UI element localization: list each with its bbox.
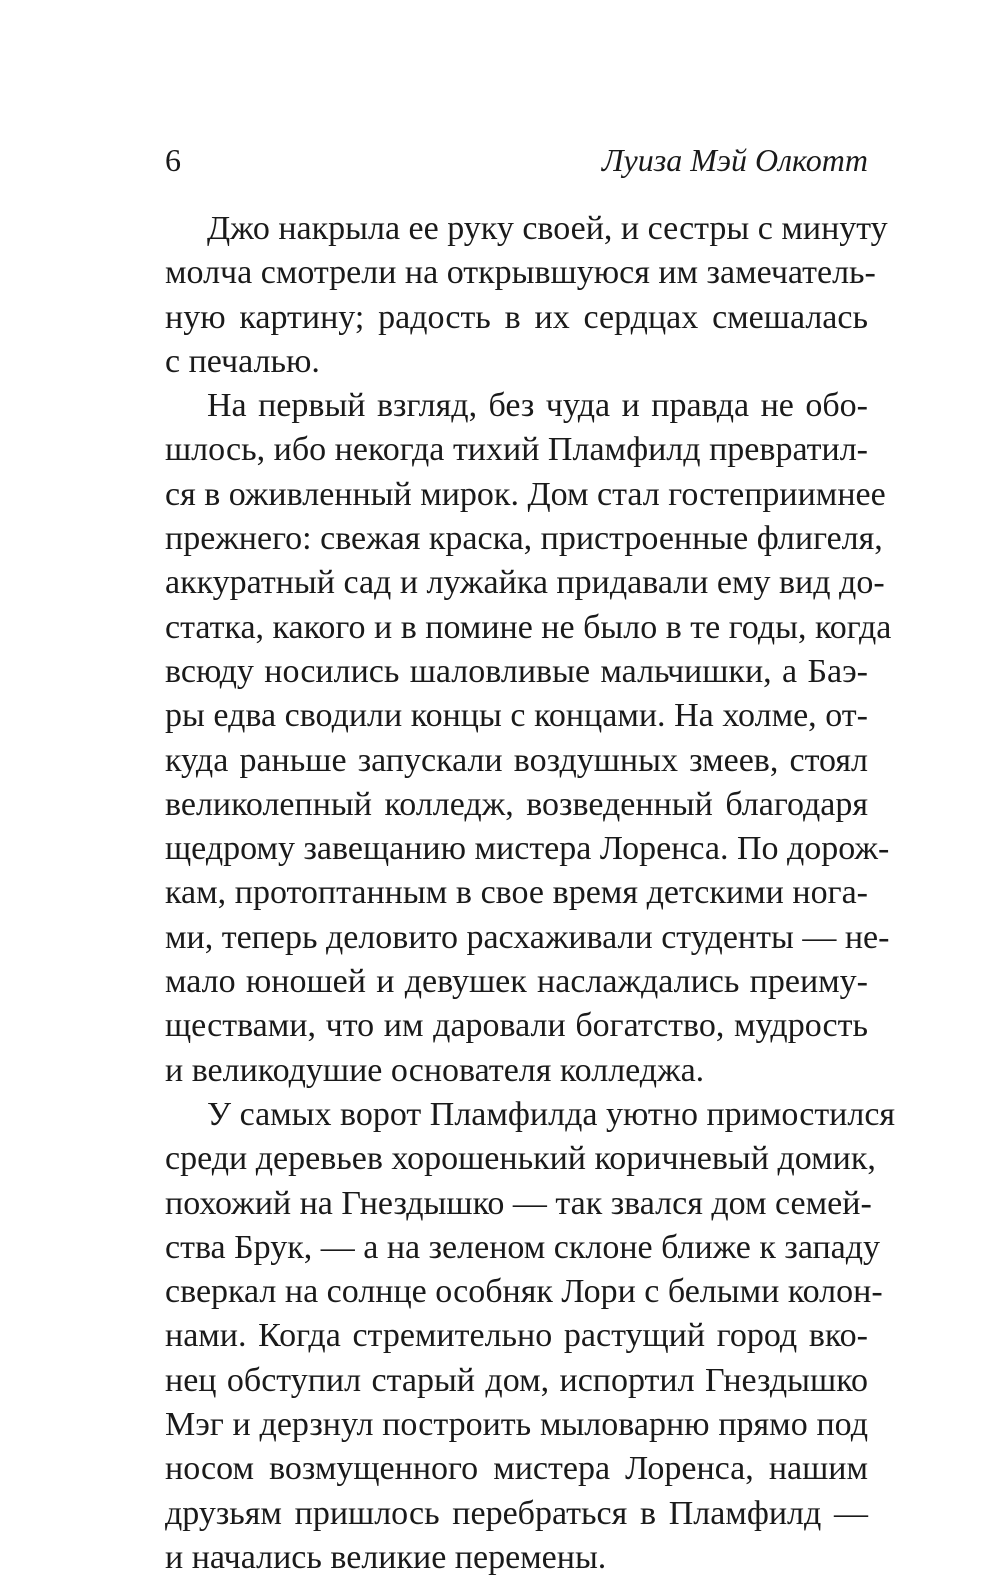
text-line: всюду носились шаловливые мальчишки, а Баэ-: [165, 652, 868, 690]
text-line: статка, какого и в помине не было в те годы, когда: [165, 608, 892, 646]
text-line: ществами, что им даровали богатство, мудрость: [165, 1007, 868, 1045]
text-line: шлось, ибо некогда тихий Пламфилд превратил-: [165, 431, 868, 469]
text-line: прежнего: свежая краска, пристроенные флигеля,: [165, 520, 883, 558]
text-line: носом возмущенного мистера Лоренса, нашим: [165, 1450, 868, 1488]
text-line: среди деревьев хорошенький коричневый домик,: [165, 1140, 876, 1178]
text-line: сверкал на солнце особняк Лори с белыми колон-: [165, 1273, 883, 1311]
text-line: ства Брук, — а на зеленом склоне ближе к западу: [165, 1228, 881, 1266]
text-line: и начались великие перемены.: [165, 1538, 607, 1576]
text-line: нец обступил старый дом, испортил Гнездышко: [165, 1361, 868, 1399]
text-line: У самых ворот Пламфилда уютно примостился: [207, 1095, 896, 1133]
text-line: с печалью.: [165, 342, 320, 380]
text-line: Мэг и дерзнул построить мыловарню прямо под: [165, 1406, 868, 1444]
text-line: щедрому завещанию мистера Лоренса. По дорож-: [165, 830, 890, 868]
text-line: ми, теперь деловито расхаживали студенты — не-: [165, 918, 890, 956]
text-line: друзьям пришлось перебраться в Пламфилд —: [165, 1494, 868, 1532]
text-line: аккуратный сад и лужайка придавали ему вид до-: [165, 564, 885, 602]
body-text: [165, 207, 896, 1580]
text-line: ную картину; радость в их сердцах смешалась: [165, 298, 868, 336]
text-line: похожий на Гнездышко — так звался дом семей-: [165, 1184, 872, 1222]
text-line: Джо накрыла ее руку своей, и сестры с минуту: [207, 210, 888, 247]
text-line: кам, протоптанным в свое время детскими нога-: [165, 874, 868, 912]
text-line: и великодушие основателя колледжа.: [165, 1051, 705, 1089]
text-line: На первый взгляд, без чуда и правда не обо-: [207, 387, 868, 425]
text-line: куда раньше запускали воздушных змеев, стоял: [165, 741, 868, 779]
text-line: мало юношей и девушек наслаждались преиму-: [165, 963, 868, 1001]
text-line: великолепный колледж, возведенный благодаря: [165, 785, 868, 823]
page-number: 6: [165, 142, 181, 178]
text-line: ры едва сводили концы с концами. На холме, от-: [165, 697, 868, 735]
text-line: молча смотрели на открывшуюся им замечатель-: [165, 254, 876, 292]
text-line: ся в оживленный мирок. Дом стал гостеприимнее: [165, 475, 886, 513]
running-head-author: Луиза Мэй Олкотт: [601, 142, 868, 178]
text-line: нами. Когда стремительно растущий город вко-: [165, 1317, 868, 1355]
